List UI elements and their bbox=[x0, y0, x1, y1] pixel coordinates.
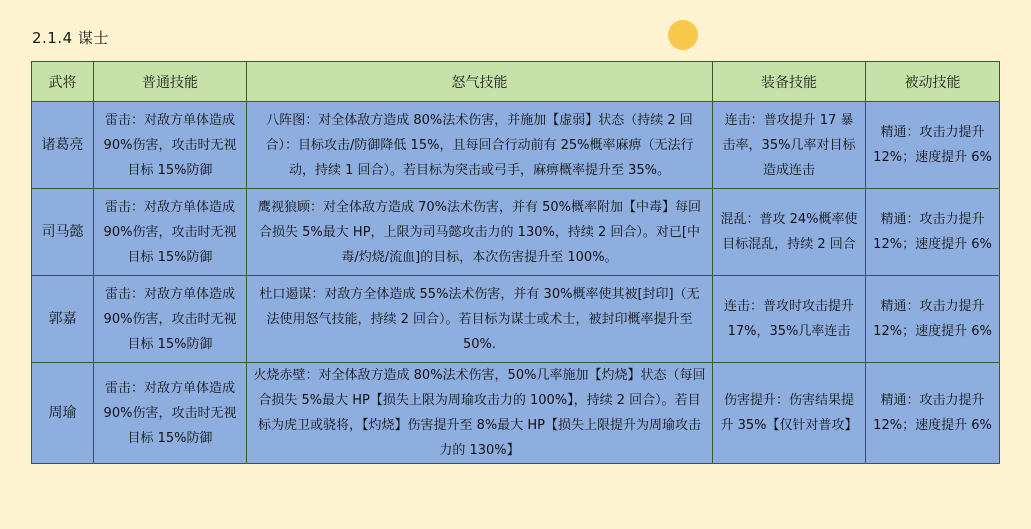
header-rage-skill: 怒气技能 bbox=[247, 62, 713, 102]
equip-skill-cell: 伤害提升：伤害结果提升 35%【仅针对普攻】 bbox=[713, 363, 866, 464]
strategist-skill-table bbox=[31, 61, 1000, 464]
header-equip-skill: 装备技能 bbox=[713, 62, 866, 102]
normal-skill-cell: 雷击：对敌方单体造成 90%伤害，攻击时无视目标 15%防御 bbox=[94, 363, 247, 464]
passive-skill-cell: 精通：攻击力提升 12%；速度提升 6% bbox=[866, 363, 1000, 464]
rage-skill-cell: 八阵图：对全体敌方造成 80%法术伤害，并施加【虚弱】状态（持续 2 回合）：目标攻击/防御降低 15%，且每回合行动前有 25%概率麻痹（无法行动，持续 1 回合）。若目标为突击或弓手，麻痹概率提升至 35%。 bbox=[247, 102, 713, 189]
section-title: 2.1.4 谋士 bbox=[32, 29, 109, 47]
header-general: 武将 bbox=[32, 62, 94, 102]
general-name: 司马懿 bbox=[32, 189, 94, 276]
general-name: 诸葛亮 bbox=[32, 102, 94, 189]
general-name: 周瑜 bbox=[32, 363, 94, 464]
equip-skill-cell: 连击：普攻时攻击提升 17%，35%几率连击 bbox=[713, 276, 866, 363]
passive-skill-cell: 精通：攻击力提升 12%；速度提升 6% bbox=[866, 102, 1000, 189]
rage-skill-cell: 鹰视狼顾：对全体敌方造成 70%法术伤害，并有 50%概率附加【中毒】每回合损失 5%最大 HP，上限为司马懿攻击力的 130%，持续 2 回合）。对已[中毒/灼烧/流血]的目标，本次伤害提升至 100%。 bbox=[247, 189, 713, 276]
decorative-dot bbox=[668, 20, 698, 50]
normal-skill-cell: 雷击：对敌方单体造成 90%伤害，攻击时无视目标 15%防御 bbox=[94, 276, 247, 363]
passive-skill-cell: 精通：攻击力提升 12%；速度提升 6% bbox=[866, 276, 1000, 363]
header-normal-skill: 普通技能 bbox=[94, 62, 247, 102]
table-row bbox=[32, 363, 1000, 464]
equip-skill-cell: 连击：普攻提升 17 暴击率，35%几率对目标造成连击 bbox=[713, 102, 866, 189]
table-row bbox=[32, 189, 1000, 276]
table-header-row bbox=[32, 62, 1000, 102]
passive-skill-cell: 精通：攻击力提升 12%；速度提升 6% bbox=[866, 189, 1000, 276]
normal-skill-cell: 雷击：对敌方单体造成 90%伤害，攻击时无视目标 15%防御 bbox=[94, 102, 247, 189]
equip-skill-cell: 混乱：普攻 24%概率使目标混乱，持续 2 回合 bbox=[713, 189, 866, 276]
header-passive-skill: 被动技能 bbox=[866, 62, 1000, 102]
rage-skill-cell: 杜口遏谋：对敌方全体造成 55%法术伤害，并有 30%概率使其被[封印]（无法使用怒气技能，持续 2 回合）。若目标为谋士或术士，被封印概率提升至 50%. bbox=[247, 276, 713, 363]
general-name: 郭嘉 bbox=[32, 276, 94, 363]
rage-skill-cell: 火烧赤壁：对全体敌方造成 80%法术伤害，50%几率施加【灼烧】状态（每回合损失 5%最大 HP【损失上限为周瑜攻击力的 100%】，持续 2 回合）。若目标为虎卫或骁将，【灼烧】伤害提升至 8%最大 HP【损失上限提升为周瑜攻击力的 130%】 bbox=[247, 363, 713, 464]
table-row bbox=[32, 276, 1000, 363]
table-row bbox=[32, 102, 1000, 189]
normal-skill-cell: 雷击：对敌方单体造成 90%伤害，攻击时无视目标 15%防御 bbox=[94, 189, 247, 276]
